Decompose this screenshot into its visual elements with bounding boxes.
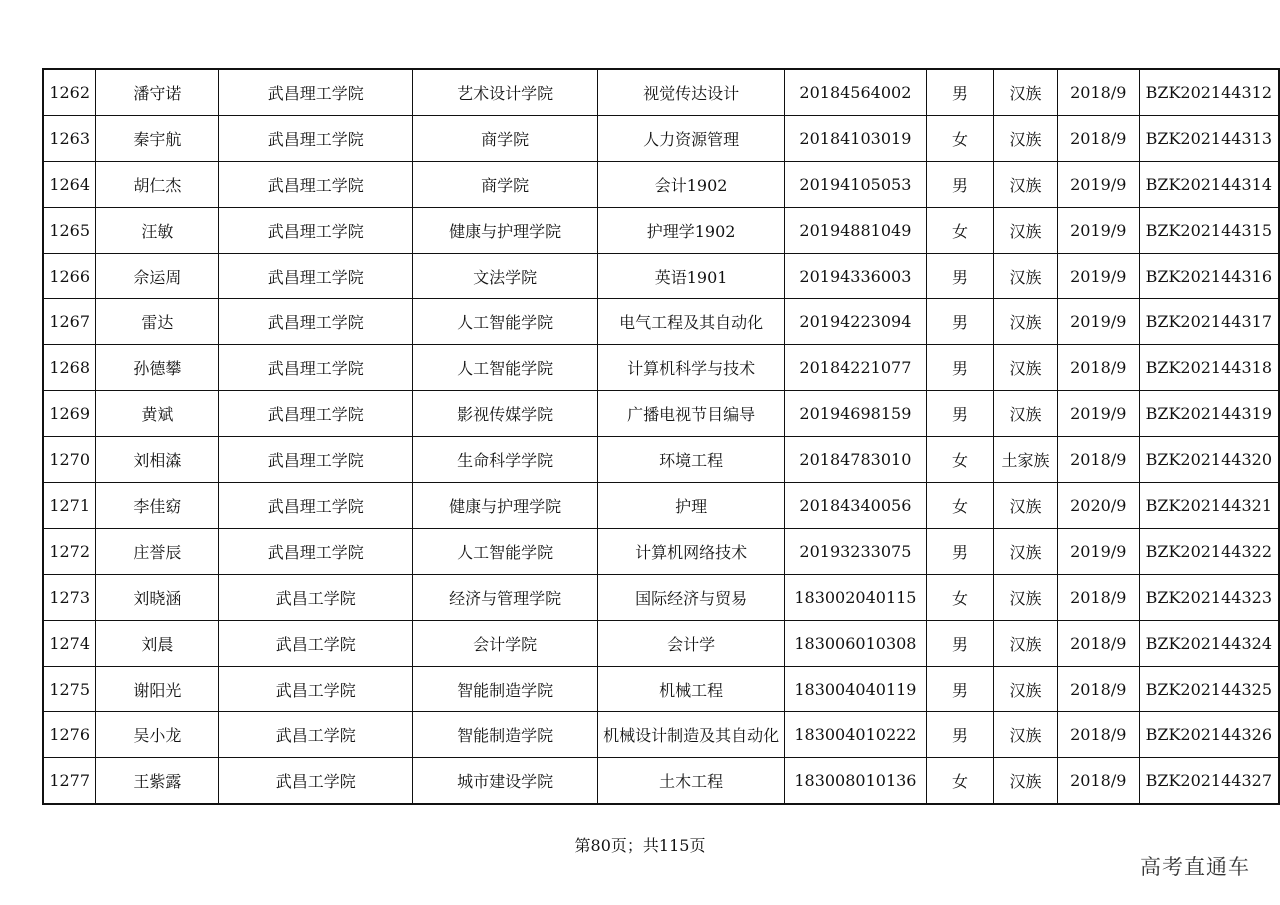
- major-cell: 会计学: [598, 620, 785, 666]
- student-id-cell: 20193233075: [785, 528, 927, 574]
- ethnicity-cell: 汉族: [994, 207, 1058, 253]
- table-row: [43, 574, 1279, 620]
- row-number-cell: 1263: [43, 115, 96, 161]
- enrollment-date-cell: 2019/9: [1057, 253, 1139, 299]
- ethnicity-cell: 汉族: [994, 345, 1058, 391]
- row-number-cell: 1270: [43, 437, 96, 483]
- name-cell: 王紫露: [96, 758, 219, 804]
- name-cell: 庄誉辰: [96, 528, 219, 574]
- enrollment-date-cell: 2018/9: [1057, 620, 1139, 666]
- student-id-cell: 183004010222: [785, 712, 927, 758]
- certificate-number-cell: BZK202144319: [1139, 391, 1279, 437]
- name-cell: 谢阳光: [96, 666, 219, 712]
- enrollment-date-cell: 2018/9: [1057, 345, 1139, 391]
- gender-cell: 男: [926, 299, 993, 345]
- certificate-number-cell: BZK202144312: [1139, 69, 1279, 115]
- table-row: [43, 758, 1279, 804]
- name-cell: 李佳窈: [96, 483, 219, 529]
- row-number-cell: 1266: [43, 253, 96, 299]
- ethnicity-cell: 汉族: [994, 574, 1058, 620]
- name-cell: 黄斌: [96, 391, 219, 437]
- college-cell: 人工智能学院: [413, 345, 598, 391]
- enrollment-date-cell: 2020/9: [1057, 483, 1139, 529]
- school-cell: 武昌理工学院: [219, 69, 413, 115]
- ethnicity-cell: 土家族: [994, 437, 1058, 483]
- row-number-cell: 1273: [43, 574, 96, 620]
- major-cell: 视觉传达设计: [598, 69, 785, 115]
- student-id-cell: 183002040115: [785, 574, 927, 620]
- certificate-number-cell: BZK202144322: [1139, 528, 1279, 574]
- enrollment-date-cell: 2018/9: [1057, 712, 1139, 758]
- gender-cell: 男: [926, 528, 993, 574]
- college-cell: 城市建设学院: [413, 758, 598, 804]
- school-cell: 武昌理工学院: [219, 345, 413, 391]
- college-cell: 智能制造学院: [413, 666, 598, 712]
- gender-cell: 女: [926, 483, 993, 529]
- table-row: [43, 115, 1279, 161]
- gender-cell: 男: [926, 666, 993, 712]
- gender-cell: 男: [926, 161, 993, 207]
- school-cell: 武昌理工学院: [219, 483, 413, 529]
- row-number-cell: 1276: [43, 712, 96, 758]
- major-cell: 广播电视节目编导: [598, 391, 785, 437]
- ethnicity-cell: 汉族: [994, 115, 1058, 161]
- enrollment-date-cell: 2018/9: [1057, 437, 1139, 483]
- name-cell: 秦宇航: [96, 115, 219, 161]
- major-cell: 国际经济与贸易: [598, 574, 785, 620]
- row-number-cell: 1274: [43, 620, 96, 666]
- row-number-cell: 1265: [43, 207, 96, 253]
- row-number-cell: 1269: [43, 391, 96, 437]
- major-cell: 环境工程: [598, 437, 785, 483]
- college-cell: 商学院: [413, 161, 598, 207]
- college-cell: 经济与管理学院: [413, 574, 598, 620]
- table-row: [43, 483, 1279, 529]
- gender-cell: 女: [926, 207, 993, 253]
- enrollment-date-cell: 2018/9: [1057, 666, 1139, 712]
- school-cell: 武昌工学院: [219, 712, 413, 758]
- ethnicity-cell: 汉族: [994, 483, 1058, 529]
- name-cell: 佘运周: [96, 253, 219, 299]
- major-cell: 英语1901: [598, 253, 785, 299]
- table-row: [43, 69, 1279, 115]
- row-number-cell: 1272: [43, 528, 96, 574]
- enrollment-date-cell: 2018/9: [1057, 574, 1139, 620]
- college-cell: 文法学院: [413, 253, 598, 299]
- student-id-cell: 20184340056: [785, 483, 927, 529]
- enrollment-date-cell: 2019/9: [1057, 391, 1139, 437]
- major-cell: 计算机科学与技术: [598, 345, 785, 391]
- student-id-cell: 183008010136: [785, 758, 927, 804]
- school-cell: 武昌理工学院: [219, 253, 413, 299]
- gender-cell: 男: [926, 620, 993, 666]
- gender-cell: 男: [926, 391, 993, 437]
- college-cell: 会计学院: [413, 620, 598, 666]
- gender-cell: 男: [926, 253, 993, 299]
- row-number-cell: 1264: [43, 161, 96, 207]
- school-cell: 武昌理工学院: [219, 528, 413, 574]
- college-cell: 健康与护理学院: [413, 207, 598, 253]
- enrollment-date-cell: 2019/9: [1057, 207, 1139, 253]
- school-cell: 武昌理工学院: [219, 299, 413, 345]
- major-cell: 会计1902: [598, 161, 785, 207]
- gender-cell: 男: [926, 712, 993, 758]
- name-cell: 刘晨: [96, 620, 219, 666]
- name-cell: 刘相潹: [96, 437, 219, 483]
- name-cell: 潘守诺: [96, 69, 219, 115]
- major-cell: 计算机网络技术: [598, 528, 785, 574]
- major-cell: 机械设计制造及其自动化: [598, 712, 785, 758]
- school-cell: 武昌理工学院: [219, 437, 413, 483]
- college-cell: 影视传媒学院: [413, 391, 598, 437]
- ethnicity-cell: 汉族: [994, 620, 1058, 666]
- school-cell: 武昌理工学院: [219, 391, 413, 437]
- row-number-cell: 1271: [43, 483, 96, 529]
- certificate-number-cell: BZK202144323: [1139, 574, 1279, 620]
- table-body: [43, 69, 1279, 804]
- certificate-number-cell: BZK202144326: [1139, 712, 1279, 758]
- certificate-number-cell: BZK202144325: [1139, 666, 1279, 712]
- school-cell: 武昌理工学院: [219, 115, 413, 161]
- student-id-cell: 20184103019: [785, 115, 927, 161]
- ethnicity-cell: 汉族: [994, 391, 1058, 437]
- student-id-cell: 20184783010: [785, 437, 927, 483]
- college-cell: 人工智能学院: [413, 299, 598, 345]
- school-cell: 武昌工学院: [219, 574, 413, 620]
- student-id-cell: 183006010308: [785, 620, 927, 666]
- school-cell: 武昌理工学院: [219, 161, 413, 207]
- certificate-number-cell: BZK202144314: [1139, 161, 1279, 207]
- ethnicity-cell: 汉族: [994, 161, 1058, 207]
- ethnicity-cell: 汉族: [994, 69, 1058, 115]
- ethnicity-cell: 汉族: [994, 758, 1058, 804]
- certificate-number-cell: BZK202144313: [1139, 115, 1279, 161]
- school-cell: 武昌理工学院: [219, 207, 413, 253]
- certificate-number-cell: BZK202144327: [1139, 758, 1279, 804]
- page-number: 第80页；共115页: [574, 836, 706, 855]
- table-row: [43, 161, 1279, 207]
- student-id-cell: 20194105053: [785, 161, 927, 207]
- student-id-cell: 183004040119: [785, 666, 927, 712]
- row-number-cell: 1267: [43, 299, 96, 345]
- table-row: [43, 253, 1279, 299]
- certificate-number-cell: BZK202144318: [1139, 345, 1279, 391]
- major-cell: 护理: [598, 483, 785, 529]
- row-number-cell: 1262: [43, 69, 96, 115]
- student-id-cell: 20194336003: [785, 253, 927, 299]
- major-cell: 人力资源管理: [598, 115, 785, 161]
- student-id-cell: 20194698159: [785, 391, 927, 437]
- certificate-number-cell: BZK202144315: [1139, 207, 1279, 253]
- certificate-number-cell: BZK202144320: [1139, 437, 1279, 483]
- enrollment-date-cell: 2018/9: [1057, 69, 1139, 115]
- enrollment-date-cell: 2019/9: [1057, 528, 1139, 574]
- row-number-cell: 1268: [43, 345, 96, 391]
- row-number-cell: 1277: [43, 758, 96, 804]
- college-cell: 健康与护理学院: [413, 483, 598, 529]
- table-row: [43, 391, 1279, 437]
- row-number-cell: 1275: [43, 666, 96, 712]
- table-row: [43, 712, 1279, 758]
- name-cell: 汪敏: [96, 207, 219, 253]
- table-row: [43, 528, 1279, 574]
- table-row: [43, 345, 1279, 391]
- student-roster-table: [42, 68, 1280, 805]
- student-id-cell: 20194223094: [785, 299, 927, 345]
- enrollment-date-cell: 2019/9: [1057, 299, 1139, 345]
- ethnicity-cell: 汉族: [994, 712, 1058, 758]
- certificate-number-cell: BZK202144317: [1139, 299, 1279, 345]
- major-cell: 护理学1902: [598, 207, 785, 253]
- college-cell: 人工智能学院: [413, 528, 598, 574]
- watermark-logo: 高考直通车: [1140, 855, 1250, 879]
- student-id-cell: 20184564002: [785, 69, 927, 115]
- certificate-number-cell: BZK202144321: [1139, 483, 1279, 529]
- major-cell: 电气工程及其自动化: [598, 299, 785, 345]
- gender-cell: 女: [926, 437, 993, 483]
- ethnicity-cell: 汉族: [994, 299, 1058, 345]
- name-cell: 吴小龙: [96, 712, 219, 758]
- gender-cell: 女: [926, 574, 993, 620]
- school-cell: 武昌工学院: [219, 620, 413, 666]
- gender-cell: 男: [926, 345, 993, 391]
- ethnicity-cell: 汉族: [994, 666, 1058, 712]
- gender-cell: 女: [926, 115, 993, 161]
- student-id-cell: 20184221077: [785, 345, 927, 391]
- ethnicity-cell: 汉族: [994, 528, 1058, 574]
- major-cell: 土木工程: [598, 758, 785, 804]
- major-cell: 机械工程: [598, 666, 785, 712]
- school-cell: 武昌工学院: [219, 758, 413, 804]
- enrollment-date-cell: 2018/9: [1057, 115, 1139, 161]
- enrollment-date-cell: 2019/9: [1057, 161, 1139, 207]
- name-cell: 胡仁杰: [96, 161, 219, 207]
- school-cell: 武昌工学院: [219, 666, 413, 712]
- student-id-cell: 20194881049: [785, 207, 927, 253]
- enrollment-date-cell: 2018/9: [1057, 758, 1139, 804]
- gender-cell: 女: [926, 758, 993, 804]
- name-cell: 孙德攀: [96, 345, 219, 391]
- gender-cell: 男: [926, 69, 993, 115]
- table-row: [43, 299, 1279, 345]
- table-row: [43, 207, 1279, 253]
- college-cell: 艺术设计学院: [413, 69, 598, 115]
- table-row: [43, 437, 1279, 483]
- ethnicity-cell: 汉族: [994, 253, 1058, 299]
- college-cell: 商学院: [413, 115, 598, 161]
- name-cell: 雷达: [96, 299, 219, 345]
- certificate-number-cell: BZK202144316: [1139, 253, 1279, 299]
- certificate-number-cell: BZK202144324: [1139, 620, 1279, 666]
- table-row: [43, 620, 1279, 666]
- table-row: [43, 666, 1279, 712]
- college-cell: 生命科学学院: [413, 437, 598, 483]
- name-cell: 刘晓涵: [96, 574, 219, 620]
- college-cell: 智能制造学院: [413, 712, 598, 758]
